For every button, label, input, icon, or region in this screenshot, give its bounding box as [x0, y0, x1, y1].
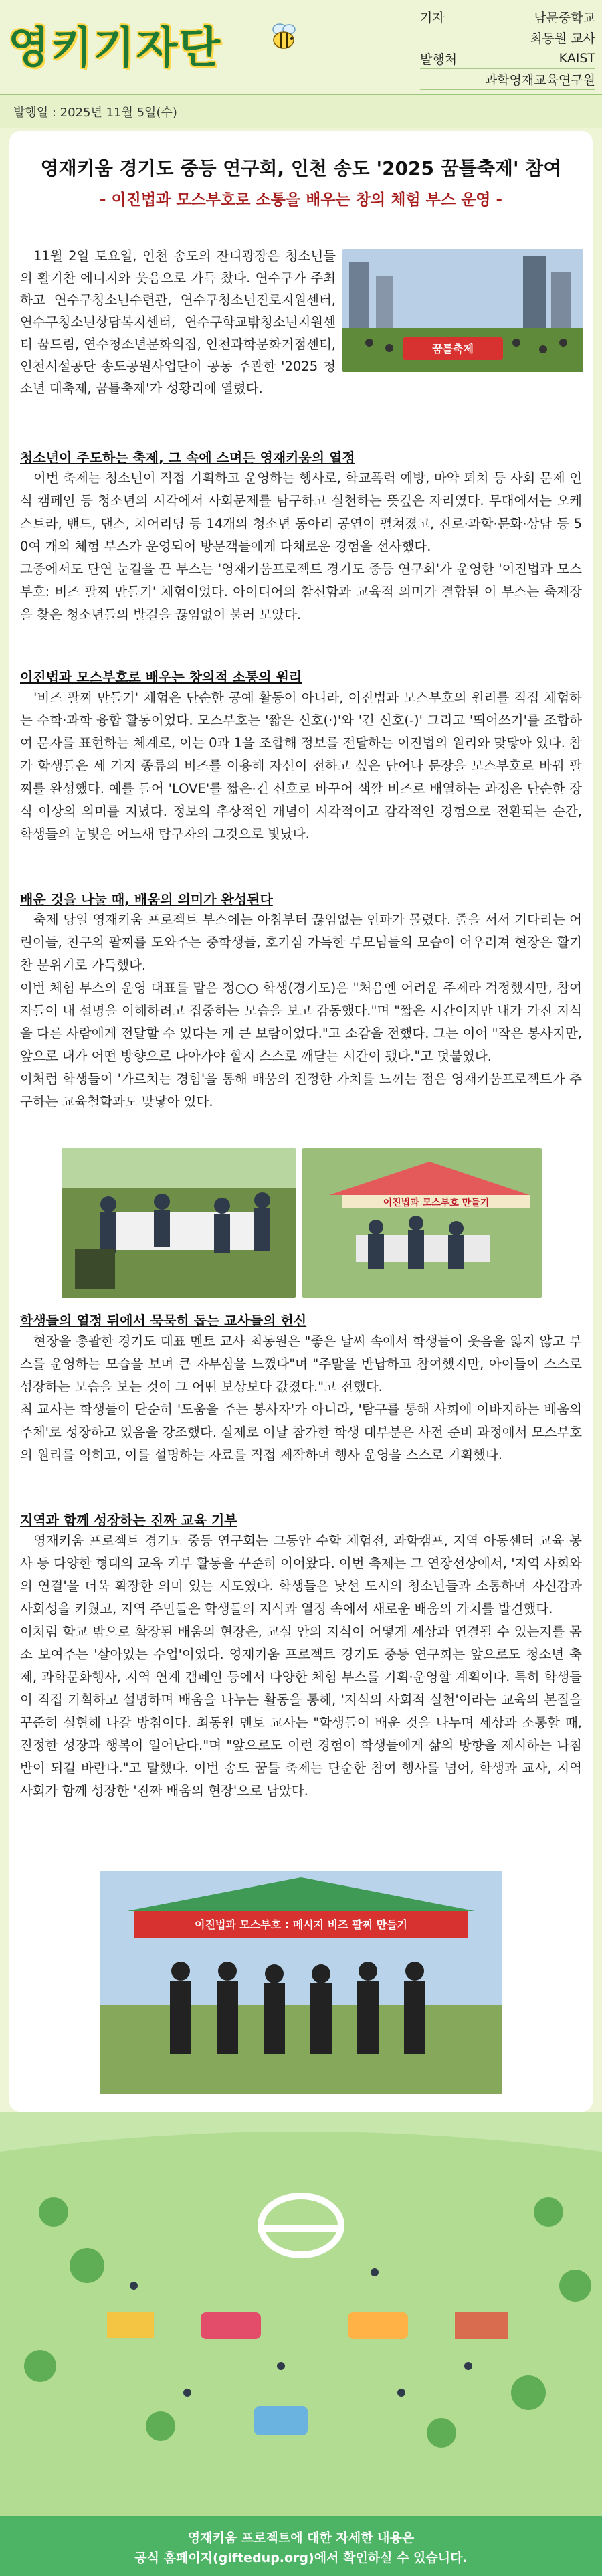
park-scene-icon — [0, 2112, 602, 2576]
meta-row — [420, 48, 595, 69]
meta-label-publisher: 발행처 — [420, 52, 458, 67]
article-subtitle: - 이진법과 모스부호로 소통을 배우는 창의 체험 부스 운영 - — [99, 191, 503, 209]
section-heading-2: 이진법과 모스부호로 배우는 창의적 소통의 원리 — [20, 669, 302, 685]
section-heading-1: 청소년이 주도하는 축제, 그 속에 스며든 영재키움의 열정 — [20, 450, 355, 466]
meta-value-reporter-name: 최동원 교사 — [530, 31, 595, 46]
section-body-1: 이번 축제는 청소년이 직접 기획하고 운영하는 행사로, 학교폭력 예방, 마약 퇴치 등 사회 문제 인식 캠페인 등 청소년의 시각에서 사회문제를 탐구하고 실천하는 뜻깊은 자리였다. 무대에서는 오케스트라, 밴드, 댄스, 치어리딩 등 14개의 청소년 동아리 공연이 펼쳐졌고, 진로·과학·문화·상담 등 50여 개의 체험 부스가 운영되어 방문객들에게 다채로운 경험을 선사했다. 그중에서도 단연 눈길을 끈 부스는 '영재키움프로젝트 경기도 중등 연구회'가 운영한 '이진법과 모스부호: 비즈 팔찌 만들기' 체험이었다. 아이디어의 참신함과 교육적 의미가 결합된 이 부스는 축제장을 찾은 청소년들의 발길을 끊임없이 불러 모았다. — [20, 470, 582, 622]
newsletter-footer — [0, 2516, 602, 2576]
meta-label-reporter: 기자 — [420, 10, 445, 25]
footer-line-2: 공식 홈페이지(giftedup.org)에서 확인하실 수 있습니다. — [134, 2551, 468, 2565]
meta-row — [420, 69, 595, 90]
festival-crowd-photo — [342, 249, 583, 372]
footer-line-1: 영재키움 프로젝트에 대한 자세한 내용은 — [187, 2531, 415, 2545]
newsletter-logo: 영키기자단 — [8, 23, 222, 73]
article-title: 영재키움 경기도 중등 연구회, 인천 송도 '2025 꿈틀축제' 참여 — [40, 157, 562, 179]
section-body-4: 현장을 총괄한 경기도 대표 멘토 교사 최동원은 "좋은 날씨 속에서 학생들이 웃음을 잃지 않고 부스를 운영하는 모습을 보며 큰 자부심을 느꼈다"며 "주말을 반납하고 참여했지만, 아이들이 스스로 성장하는 모습을 보는 것이 그 어떤 보상보다 값졌다."고 전했다. 최 교사는 학생들이 단순히 '도움을 주는 봉사자'가 아니라, '탐구를 통해 사회에 이바지하는 배움의 주체'로 성장하고 있음을 강조했다. 실제로 이날 참가한 학생 대부분은 사전 준비 과정에서 모스부호의 원리를 익히고, 이를 설명하는 자료를 직접 제작하며 행사 운영을 스스로 기획했다. — [20, 1333, 582, 1463]
festival-banner-text: 꿈틀축제 — [432, 343, 474, 355]
section-heading-4: 학생들의 열정 뒤에서 묵묵히 돕는 교사들의 헌신 — [20, 1313, 307, 1329]
booth-banner-text: 이진법과 모스부호 만들기 — [383, 1198, 490, 1208]
meta-value-publisher: KAIST — [559, 51, 595, 66]
park-illustration — [0, 2112, 602, 2576]
meta-row — [420, 7, 595, 27]
issue-dateline — [0, 94, 602, 128]
newsletter-header — [0, 0, 602, 94]
section-heading-5: 지역과 함께 성장하는 진짜 교육 기부 — [20, 1512, 237, 1528]
meta-value-school: 남문중학교 — [534, 10, 595, 25]
team-group-photo — [100, 1871, 502, 2094]
bee-mascot-icon — [266, 20, 300, 54]
group-banner-text: 이진법과 모스부호 : 메시지 비즈 팔찌 만들기 — [194, 1918, 408, 1931]
section-body-5: 영재키움 프로젝트 경기도 중등 연구회는 그동안 수학 체험전, 과학캠프, 지역 아동센터 교육 봉사 등 다양한 형태의 교육 기부 활동을 꾸준히 이어왔다. 이번 축제는 그 연장선상에서, '지역 사회와의 연결'을 더욱 확장한 의미 있는 시도였다. 학생들은 낯선 도시의 청소년들과 소통하며 자신감과 사회성을 키웠고, 지역 주민들은 학생들의 지식과 열정 속에서 새로운 배움의 가치를 발견했다. 이처럼 학교 밖으로 확장된 배움의 현장은, 교실 안의 지식이 어떻게 세상과 연결될 수 있는지를 몸소 보여주는 '살아있는 수업'이었다. 영재키움 프로젝트 경기도 중등 연구회는 앞으로도 청소년 축제, 과학문화행사, 지역 연계 캠페인 등에서 다양한 체험 부스를 기획·운영할 계획이다. 특히 학생들이 직접 기획하고 설명하며 배움을 나누는 활동을 통해, '지식의 사회적 실천'이라는 교육의 본질을 꾸준히 실현해 나갈 방침이다. 최동원 멘토 교사는 "학생들이 배운 것을 나누며 세상과 소통할 때, 진정한 성장과 행복이 일어난다."며 "앞으로도 이런 경험이 학생들에게 삶의 방향을 제시하는 나침반이 되길 바란다."고 말했다. 이번 송도 꿈틀 축제는 단순한 참여 행사를 넘어, 학생과 교사, 지역 사회가 함께 성장한 '진짜 배움의 현장'으로 남았다. — [20, 1533, 582, 1799]
publication-meta — [420, 7, 595, 90]
section-body-2: '비즈 팔찌 만들기' 체험은 단순한 공예 활동이 아니라, 이진법과 모스부호의 원리를 직접 체험하는 수학·과학 융합 활동이었다. 모스부호는 '짧은 신호(·)'와 '긴 신호(-)' 그리고 '띄어쓰기'를 조합하여 문자를 표현하는 체계로, 이는 0과 1을 조합해 정보를 전달하는 이진법의 원리와 맞닿아 있다. 참가 학생들은 세 가지 종류의 비즈를 이용해 자신이 전하고 싶은 단어나 문장을 모스부호로 바꿔 팔찌를 완성했다. 예를 들어 'LOVE'를 짧은·긴 신호로 바꾸어 색깔 비즈로 배열하는 과정은 단순한 장식 이상의 의미를 지녔다. 정보의 추상적인 개념이 시각적이고 감각적인 경험으로 전환되는 순간, 학생들의 눈빛은 어느새 탐구자의 그것으로 빛났다. — [20, 690, 582, 842]
section-body-3: 축제 당일 영재키움 프로젝트 부스에는 아침부터 끊임없는 인파가 몰렸다. 줄을 서서 기다리는 어린이들, 친구의 팔찌를 도와주는 중학생들, 호기심 가득한 부모님들의 모습이 어우러져 현장은 활기찬 분위기로 가득했다. 이번 체험 부스의 운영 대표를 맡은 정○○ 학생(경기도)은 "처음엔 어려운 주제라 걱정했지만, 참여자들이 내 설명을 이해하려고 집중하는 모습을 보고 감동했다."며 "짧은 시간이지만 내가 가진 지식을 다른 사람에게 전달할 수 있다는 게 큰 보람이었다."고 소감을 전했다. 그는 이어 "작은 봉사지만, 앞으로 내가 어떤 방향으로 나아가야 할지 스스로 깨닫는 시간이 됐다."고 덧붙였다. 이처럼 학생들이 '가르치는 경험'을 통해 배움의 진정한 가치를 느끼는 점은 영재키움프로젝트가 추구하는 교육철학과도 맞닿아 있다. — [20, 912, 582, 1109]
section-heading-3: 배운 것을 나눌 때, 배움의 의미가 완성된다 — [20, 891, 273, 907]
booth-activity-photo-right — [302, 1148, 542, 1298]
article-intro: 11월 2일 토요일, 인천 송도의 잔디광장은 청소년들의 활기찬 에너지와 웃음으로 가득 찼다. 연수구가 주최하고 연수구청소년수련관, 연수구청소년진로지원센터, 연수구청소년상담복지센터, 연수구학교밖청소년지원센터 꿈드림, 연수청소년문화의집, 인천과학문화거점센터, 인천시설공단 송도공원사업단이 공동 주관한 '2025 청소년 대축제, 꿈틀축제'가 성황리에 열렸다. — [20, 248, 336, 396]
meta-row — [420, 27, 595, 48]
issue-date: 발행일 : 2025년 11월 5일(수) — [13, 106, 177, 120]
booth-activity-photo-left — [62, 1148, 296, 1298]
meta-value-institute: 과학영재교육연구원 — [484, 72, 595, 88]
article-card — [9, 131, 593, 2112]
